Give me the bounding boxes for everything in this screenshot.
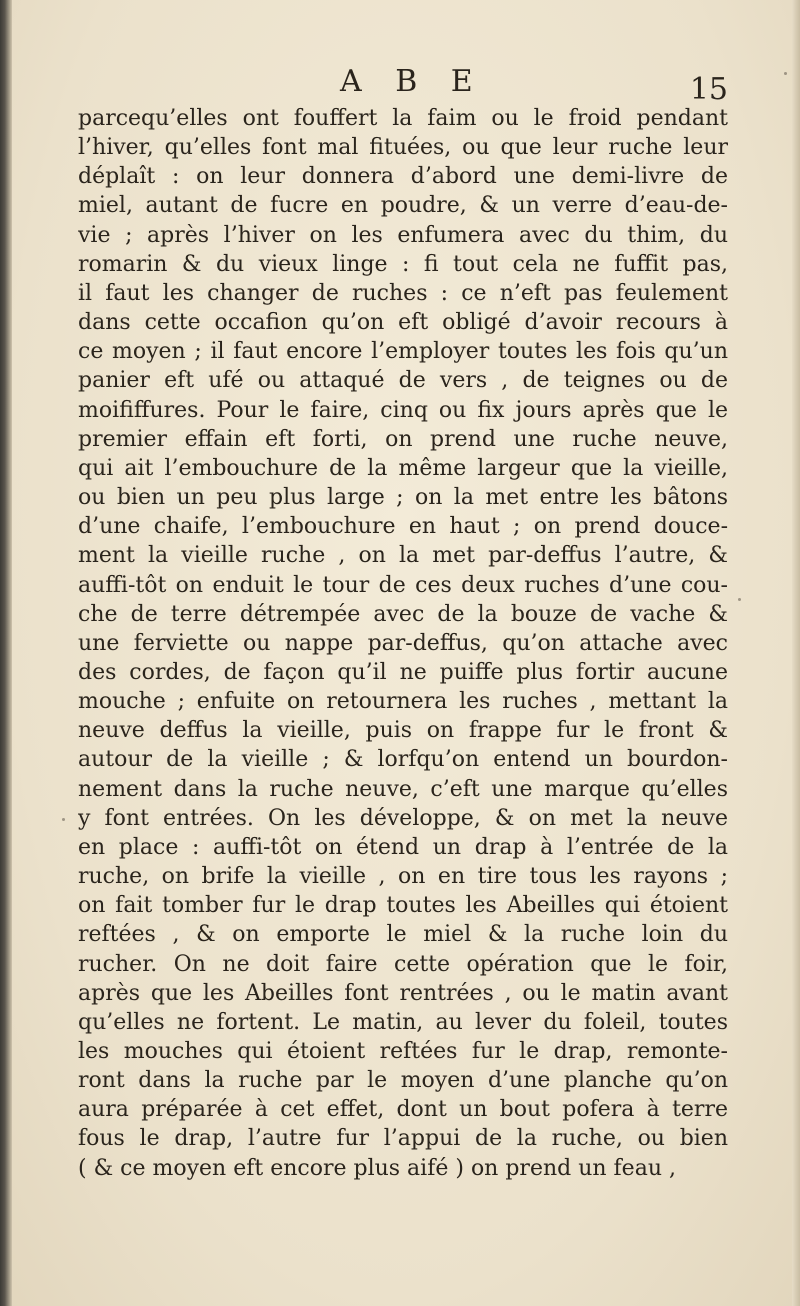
text-line: auffi-tôt on enduit le tour de ces deux ruches d’une cou- [78,572,728,598]
text-line: panier eft ufé ou attaqué de vers , de teignes ou de [78,368,728,394]
text-line: romarin & du vieux linge : fi tout cela ne fuffit pas, [78,251,728,277]
text-line: d’une chaife, l’embouchure en haut ; on prend douce- [78,514,728,540]
text-line: premier effain eft forti, on prend une ruche neuve, [78,426,728,452]
text-line: ce moyen ; il faut encore l’employer toutes les fois qu’un [78,339,728,365]
text-line: on fait tomber fur le drap toutes les Abeilles qui étoient [78,893,728,919]
text-line: vie ; après l’hiver on les enfumera avec du thim, du [78,222,728,248]
text-line: moififfures. Pour le faire, cinq ou fix jours après que le [78,397,728,423]
text-line: reftées , & on emporte le miel & la ruche loin du [78,922,728,948]
text-line: ou bien un peu plus large ; on la met entre les bâtons [78,485,728,511]
text-line: déplaît : on leur donnera d’abord une demi-livre de [78,164,728,190]
text-line: autour de la vieille ; & lorfqu’on entend un bourdon- [78,747,728,773]
text-line: rucher. On ne doit faire cette opération que le foir, [78,951,728,977]
text-line: il faut les changer de ruches : ce n’eft pas feulement [78,280,728,306]
binding-gutter [0,0,12,1306]
paper-speck [738,598,741,601]
paper-speck [62,818,65,821]
text-line: ment la vieille ruche , on la met par-deffus l’autre, & [78,543,728,569]
paper-speck [784,72,787,75]
text-line: ruche, on brife la vieille , on en tire tous les rayons ; [78,864,728,890]
running-title: A B E [340,64,485,99]
text-line: aura préparée à cet effet, dont un bout pofera à terre [78,1097,728,1123]
text-line: miel, autant de fucre en poudre, & un verre d’eau-de- [78,193,728,219]
text-line: fous le drap, l’autre fur l’appui de la ruche, ou bien [78,1126,728,1152]
text-line: mouche ; enfuite on retournera les ruches , mettant la [78,689,728,715]
text-line: des cordes, de façon qu’il ne puiffe plus fortir aucune [78,659,728,685]
text-line: en place : auffi-tôt on étend un drap à l’entrée de la [78,834,728,860]
text-line: parcequ’elles ont fouffert la faim ou le froid pendant [78,106,728,131]
text-line: qui ait l’embouchure de la même largeur que la vieille, [78,455,728,481]
page-number: 15 [689,72,728,107]
text-line: les mouches qui étoient reftées fur le drap, remonte- [78,1039,728,1064]
text-line: ront dans la ruche par le moyen d’une planche qu’on [78,1068,728,1094]
text-line: y font entrées. On les développe, & on met la neuve [78,805,728,831]
text-line: dans cette occafion qu’on eft obligé d’avoir recours à [78,310,728,336]
running-head [80,62,730,108]
text-line: neuve deffus la vieille, puis on frappe fur le front & [78,718,728,744]
text-line: qu’elles ne fortent. Le matin, au lever du foleil, toutes [78,1009,728,1035]
text-line: après que les Abeilles font rentrées , ou le matin avant [78,980,728,1006]
text-line: l’hiver, qu’elles font mal fituées, ou que leur ruche leur [78,135,728,161]
page-edge [792,0,800,1306]
text-line: ( & ce moyen eft encore plus aifé ) on prend un feau , [78,1155,676,1181]
text-line: nement dans la ruche neuve, c’eft une marque qu’elles [78,776,728,802]
text-line: une ferviette ou nappe par-deffus, qu’on attache avec [78,630,728,656]
body-text [78,104,728,1294]
text-line: che de terre détrempée avec de la bouze de vache & [78,601,728,627]
